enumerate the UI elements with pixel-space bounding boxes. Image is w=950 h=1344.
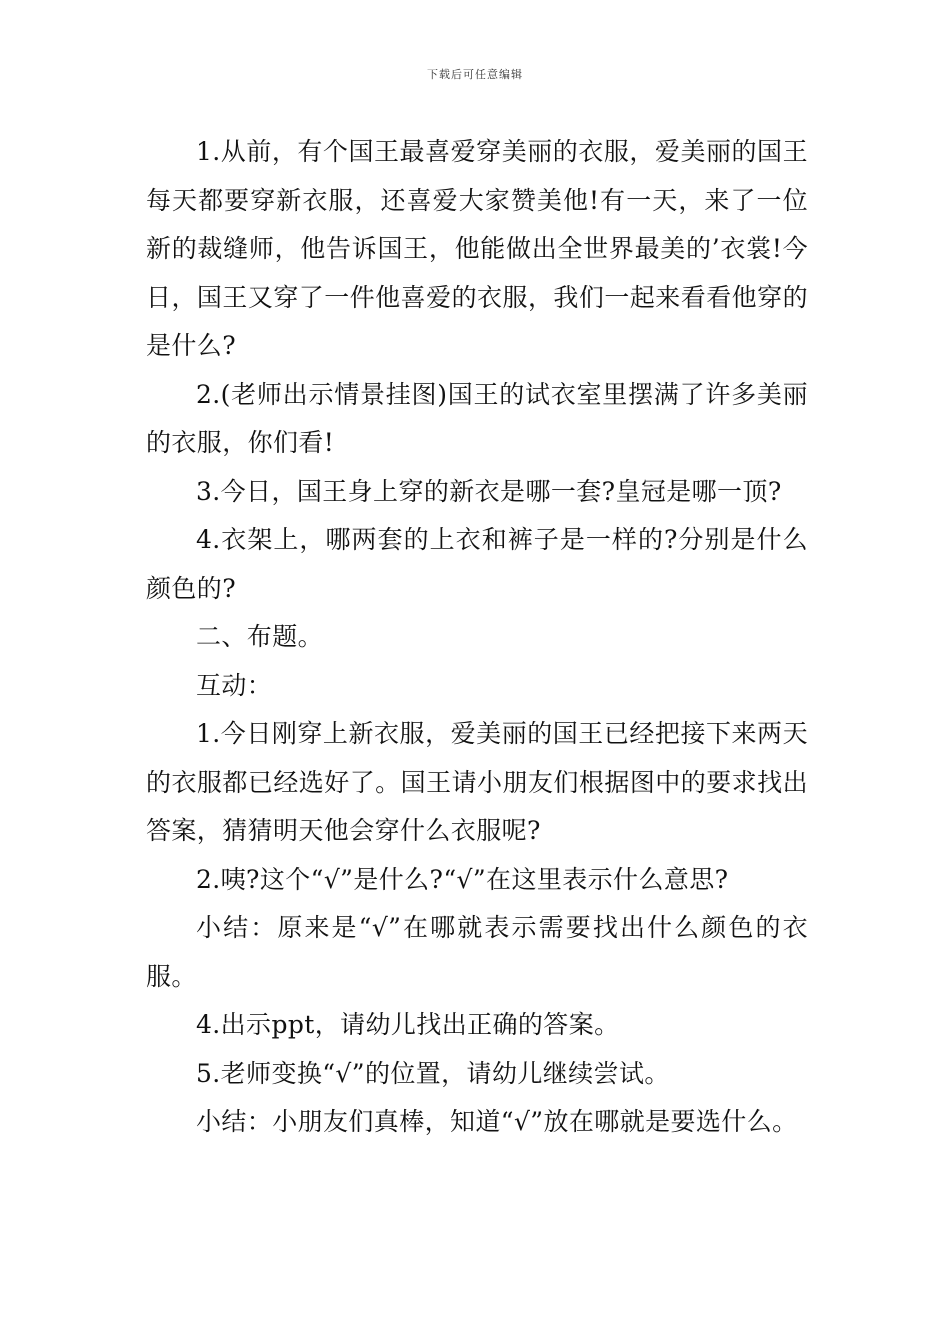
paragraph: 1.今日刚穿上新衣服，爱美丽的国王已经把接下来两天的衣服都已经选好了。国王请小朋友们根据图中的要求找出答案，猜猜明天他会穿什么衣服呢? <box>146 719 808 845</box>
subheading: 互动： <box>196 670 273 700</box>
header-note: 下载后可任意编辑 <box>427 68 523 81</box>
paragraph: 2.(老师出示情景挂图)国王的试衣室里摆满了许多美丽的衣服，你们看! <box>146 379 808 457</box>
paragraph: 4.衣架上，哪两套的上衣和裤子是一样的?分别是什么颜色的? <box>146 525 808 603</box>
paragraph: 4.出示ppt，请幼儿找出正确的答案。 <box>196 1010 620 1039</box>
paragraph: 3.今日，国王身上穿的新衣是哪一套?皇冠是哪一顶? <box>196 476 782 506</box>
paragraph: 1.从前，有个国王最喜爱穿美丽的衣服，爱美丽的国王每天都要穿新衣服，还喜爱大家赞美他!有一天，来了一位新的裁缝师，他告诉国王，他能做出全世界最美的’衣裳!今日，国王又穿了一件他喜爱的衣服，我们一起来看看他穿的是什么? <box>146 137 808 360</box>
summary-paragraph: 小结：小朋友们真棒，知道“√”放在哪就是要选什么。 <box>196 1107 798 1136</box>
paragraph: 2.咦?这个“√”是什么?“√”在这里表示什么意思? <box>196 864 729 894</box>
document-body <box>146 128 808 1147</box>
paragraph: 5.老师变换“√”的位置，请幼儿继续尝试。 <box>196 1058 670 1088</box>
section-heading: 二、布题。 <box>196 622 324 651</box>
summary-paragraph: 小结：原来是“√”在哪就表示需要找出什么颜色的衣服。 <box>146 913 808 991</box>
